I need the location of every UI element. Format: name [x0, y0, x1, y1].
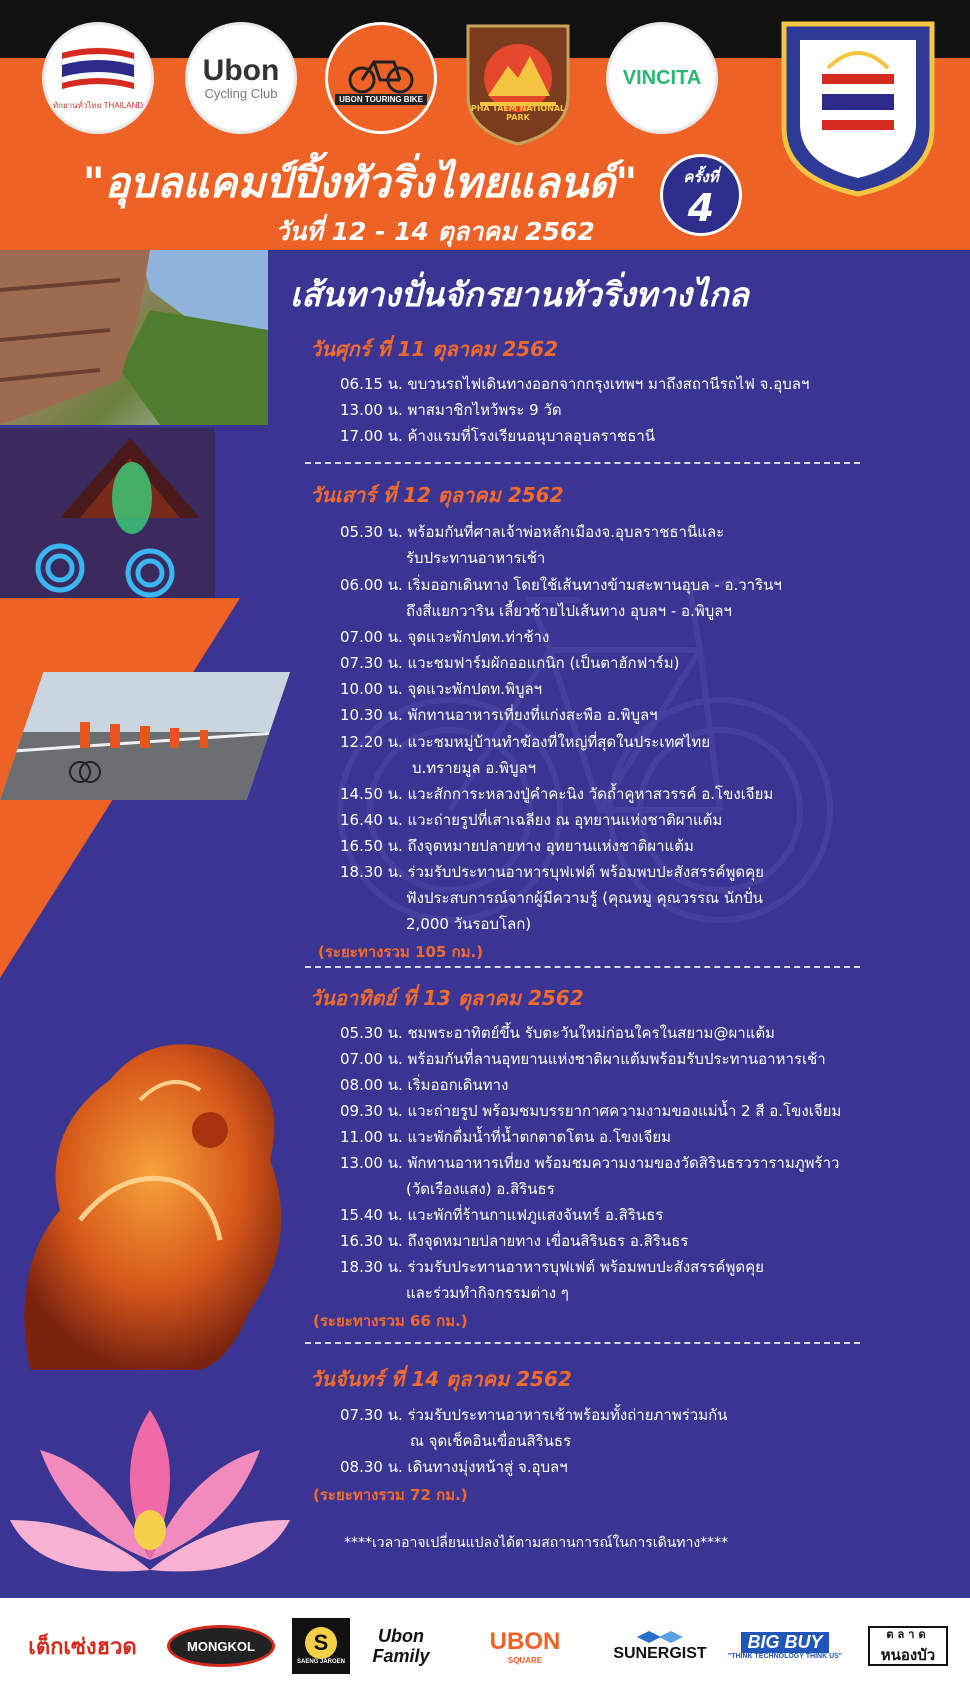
schedule-line: 14.50 น. แวะสักการะหลวงปู่คำคะนิง วัดถ้ำคูหาสวรรค์ อ.โขงเจียม [340, 785, 774, 803]
schedule-line: ณ จุดเช็คอินเขื่อนสิรินธร [410, 1432, 572, 1450]
ubon-chamber-of-commerce-logo [778, 18, 938, 198]
sponsor-subtext: หนองบัว [880, 1647, 936, 1664]
sponsor-text: BIG BUY [741, 1632, 828, 1653]
temple-night-art [0, 428, 215, 598]
sponsor-text: MONGKOL [167, 1625, 275, 1667]
ubon-touring-bike-logo [325, 22, 437, 134]
schedule-line: 07.00 น. พร้อมกันที่ลานอุทยานแห่งชาติผาแต้มพร้อมรับประทานอาหารเช้า [340, 1050, 826, 1068]
schedule-line: 13.00 น. พักทานอาหารเที่ยง พร้อมชมความงามของวัดสิรินธรวรารามภูพร้าว [340, 1154, 840, 1172]
schedule-line: 16.50 น. ถึงจุดหมายปลายทาง อุทยานแห่งชาติผาแต้ม [340, 837, 694, 855]
day-heading-friday: วันศุกร์ ที่ 11 ตุลาคม 2562 [310, 337, 559, 361]
schedule-line: 18.30 น. ร่วมรับประทานอาหารบุฟเฟต์ พร้อมพบปะสังสรรค์พูดคุย [340, 1258, 764, 1276]
event-date: วันที่ 12 - 14 ตุลาคม 2562 [275, 217, 595, 246]
edition-badge [660, 154, 742, 236]
schedule-line: 07.30 น. แวะชมฟาร์มผักออแกนิก (เป็นตาฮักฟาร์ม) [340, 654, 680, 672]
schedule-line: 08.30 น. เดินทางมุ่งหน้าสู่ จ.อุบลฯ [340, 1458, 568, 1476]
schedule-line: 15.40 น. แวะพักที่ร้านกาแฟภูแสงจันทร์ อ.สิรินธร [340, 1206, 664, 1224]
schedule-line: 05.30 น. พร้อมกันที่ศาลเจ้าพ่อหลักเมืองจ.อุบลราชธานีและ [340, 523, 725, 541]
sponsor-subtext: "THINK TECHNOLOGY THINK US" [727, 1653, 843, 1660]
divider [305, 1342, 860, 1344]
schedule-line: 07.00 น. จุดแวะพักปตท.ท่าช้าง [340, 628, 550, 646]
schedule-line: 06.15 น. ขบวนรถไฟเดินทางออกจากกรุงเทพฯ มาถึงสถานีรถไฟ จ.อุบลฯ [340, 375, 810, 393]
edition-number: 4 [687, 186, 715, 230]
schedule-line: 17.00 น. ค้างแรมที่โรงเรียนอนุบาลอุบลราชธานี [340, 427, 656, 445]
mongkol-logo [165, 1618, 277, 1674]
sponsor-text: Ubon Family [372, 1626, 430, 1666]
schedule-line: 10.30 น. พักทานอาหารเที่ยงที่แก่งสะพือ อ.พิบูลฯ [340, 706, 658, 724]
talad-nong-bua-logo [868, 1626, 948, 1666]
schedule-line: 10.00 น. จุดแวะพักปตท.พิบูลฯ [340, 680, 543, 698]
schedule-line: 16.30 น. ถึงจุดหมายปลายทาง เขื่อนสิรินธร อ.สิรินธร [340, 1232, 689, 1250]
distance-monday: (ระยะทางรวม 72 กม.) [313, 1486, 468, 1504]
big-buy-logo [725, 1618, 845, 1674]
schedule-line: 11.00 น. แวะพักดื่มน้ำที่น้ำตกตาดโตน อ.โขงเจียม [340, 1128, 672, 1146]
ubon-square-logo [455, 1618, 595, 1674]
schedule-line: (วัดเรืองแสง) อ.สิรินธร [406, 1180, 555, 1198]
sponsor-text: เต็กเซ่งฮวด [28, 1633, 137, 1659]
schedule-line: 09.30 น. แวะถ่ายรูป พร้อมชมบรรยากาศความงามของแม่น้ำ 2 สี อ.โขงเจียม [340, 1102, 842, 1120]
edition-label: ครั้งที่ [683, 168, 719, 186]
cliff-photo [0, 250, 268, 425]
schedule-line: 06.00 น. เริ่มออกเดินทาง โดยใช้เส้นทางข้ามสะพานอุบล - อ.วารินฯ [340, 576, 782, 594]
schedule-line: 18.30 น. ร่วมรับประทานอาหารบุฟเฟต์ พร้อมพบปะสังสรรค์พูดคุย [340, 863, 764, 881]
schedule-line: 07.30 น. ร่วมรับประทานอาหารเช้าพร้อมทั้งถ่ายภาพร่วมกัน [340, 1406, 728, 1424]
ubon-cycling-club-logo [185, 22, 297, 134]
schedule-note: ****เวลาอาจเปลี่ยนแปลงได้ตามสถานการณ์ในการเดินทาง**** [344, 1535, 729, 1551]
sponsor-text: ตลาด [886, 1629, 930, 1641]
schedule-line: 12.20 น. แวะชมหมู่บ้านทำฆ้องที่ใหญ่ที่สุดในประเทศไทย [340, 733, 711, 751]
tek-seng-huad-logo [10, 1618, 155, 1674]
candle-sculpture-photo [0, 1010, 300, 1370]
distance-sunday: (ระยะทางรวม 66 กม.) [313, 1312, 468, 1330]
schedule-line: 2,000 วันรอบโลก) [406, 915, 532, 933]
saeng-jaroen-icon: S [305, 1627, 337, 1659]
touring-bike-icon [346, 52, 416, 94]
divider [305, 966, 860, 968]
cycling-club-text: Cycling Club [204, 85, 278, 101]
distance-saturday: (ระยะทางรวม 105 กม.) [318, 943, 484, 961]
ubon-logo-text: Ubon [202, 53, 280, 87]
day-heading-monday: วันจันทร์ ที่ 14 ตุลาคม 2562 [310, 1367, 572, 1391]
cliff-photo-art [0, 250, 268, 425]
schedule-line: 13.00 น. พาสมาชิกไหว้พระ 9 วัด [340, 401, 562, 419]
cyclists-photo-art [0, 672, 290, 800]
schedule-line: บ.ทรายมูล อ.พิบูลฯ [412, 759, 537, 777]
schedule-line: รับประทานอาหารเช้า [406, 549, 546, 567]
sponsor-text: UBON [489, 1627, 561, 1655]
page-title: "อุบลแคมป์ปิ้งทัวริ่งไทยแลนด์" [82, 158, 638, 207]
schedule-line: 05.30 น. ชมพระอาทิตย์ขึ้น รับตะวันใหม่ก่อนใครในสยาม@ผาแต้ม [340, 1024, 775, 1042]
sponsor-text: SAENG JAROEN [296, 1659, 345, 1665]
temple-night-photo [0, 428, 215, 598]
sunergist-icon [635, 1629, 685, 1645]
schedule-line: 08.00 น. เริ่มออกเดินทาง [340, 1076, 509, 1094]
pha-taem-national-park-logo [458, 16, 578, 146]
vincita-logo [606, 22, 718, 134]
touring-bike-text: UBON TOURING BIKE [335, 94, 427, 105]
ubon-family-logo [363, 1618, 439, 1674]
sponsor-subtext: SQUARE [507, 1655, 543, 1665]
saeng-jaroen-logo [292, 1618, 350, 1674]
schedule-line: และร่วมทำกิจกรรมต่าง ๆ [406, 1284, 569, 1302]
day-heading-saturday: วันเสาร์ ที่ 12 ตุลาคม 2562 [310, 483, 564, 507]
pha-taem-text: PHA TAEM NATIONAL PARK [470, 104, 566, 122]
divider [305, 462, 860, 464]
day-heading-sunday: วันอาทิตย์ ที่ 13 ตุลาคม 2562 [310, 986, 584, 1010]
thailand-flag-logo [42, 22, 154, 134]
schedule-line: 16.40 น. แวะถ่ายรูปที่เสาเฉลียง ณ อุทยานแห่งชาติผาแต้ม [340, 811, 723, 829]
lotus-flower-icon [0, 1380, 300, 1598]
schedule-line: ฟังประสบการณ์จากผู้มีความรู้ (คุณหมู คุณวรรณ นักปั่น [406, 889, 763, 907]
vincita-text: VINCITA [622, 66, 702, 89]
cyclists-photo [0, 672, 290, 800]
sunergist-logo [605, 1618, 715, 1674]
sponsor-text: SUNERGIST [613, 1645, 707, 1662]
route-title: เส้นทางปั่นจักรยานทัวริ่งทางไกล [290, 275, 749, 314]
thai-flag-icon [58, 45, 138, 97]
candle-sculpture-art [0, 1010, 300, 1370]
thailand-logo-text: ทักยานทั่วไทย THAILAND [52, 100, 144, 110]
schedule-line: ถึงสี่แยกวาริน เลี้ยวซ้ายไปเส้นทาง อุบลฯ - อ.พิบูลฯ [406, 602, 732, 620]
lotus-photo [0, 1380, 300, 1598]
